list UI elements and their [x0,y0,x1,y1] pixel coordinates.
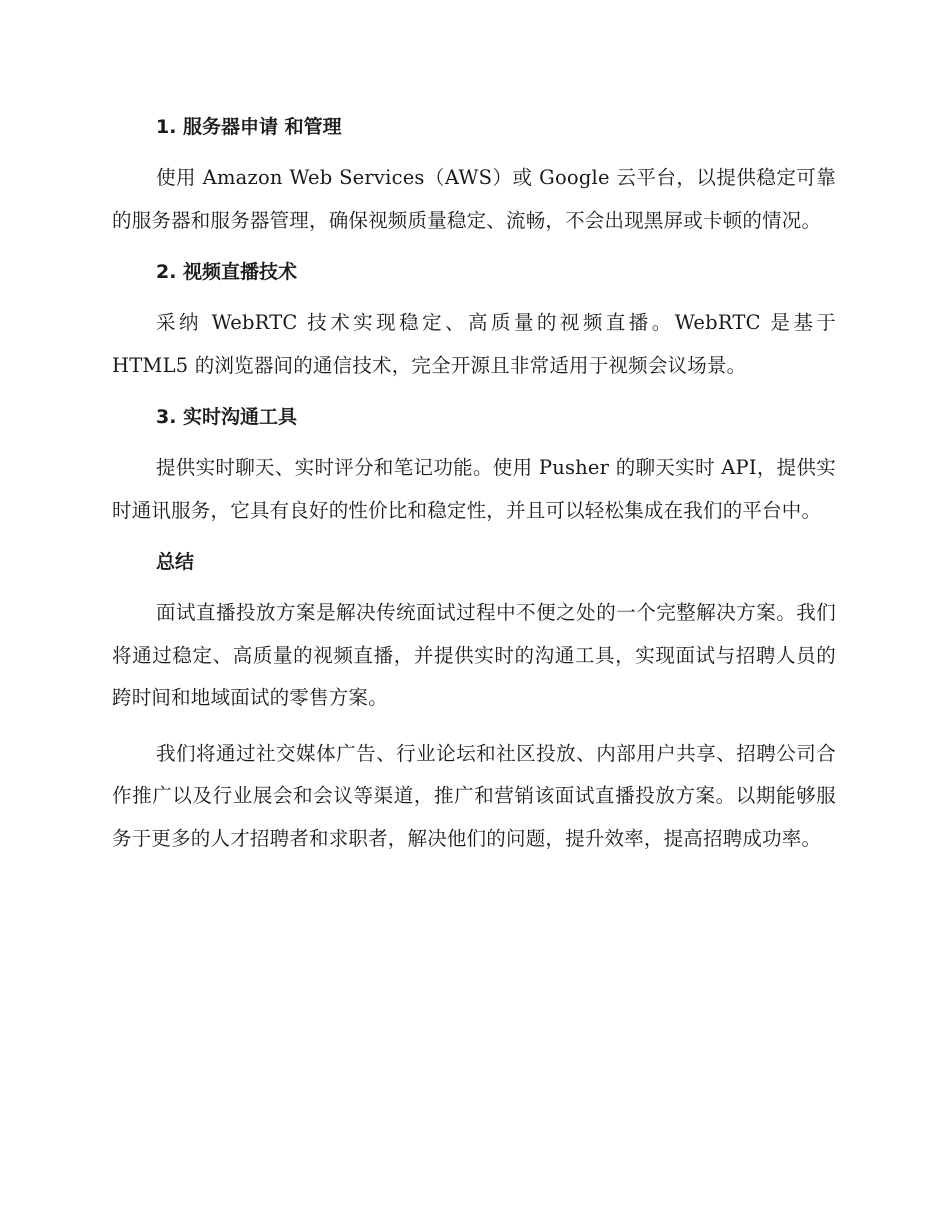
section-paragraph-server: 使用 Amazon Web Services（AWS）或 Google 云平台，以提供稳定可靠的服务器和服务器管理，确保视频质量稳定、流畅，不会出现黑屏或卡顿的情况。 [112,166,836,232]
section-heading-summary: 总结 [156,551,195,573]
section-paragraph-video: 采纳 WebRTC 技术实现稳定、高质量的视频直播。WebRTC 是基于 HTML5 的浏览器间的通信技术，完全开源且非常适用于视频会议场景。 [112,311,836,377]
section-heading-communication: 3. 实时沟通工具 [156,406,298,428]
section-heading-server: 1. 服务器申请 和管理 [156,116,342,138]
section-heading-video: 2. 视频直播技术 [156,261,298,283]
section-paragraph-communication: 提供实时聊天、实时评分和笔记功能。使用 Pusher 的聊天实时 API，提供实时通讯服务，它具有良好的性价比和稳定性，并且可以轻松集成在我们的平台中。 [112,456,836,522]
summary-paragraph-1: 面试直播投放方案是解决传统面试过程中不便之处的一个完整解决方案。我们将通过稳定、高质量的视频直播，并提供实时的沟通工具，实现面试与招聘人员的跨时间和地域面试的零售方案。 [112,601,836,709]
summary-paragraph-2: 我们将通过社交媒体广告、行业论坛和社区投放、内部用户共享、招聘公司合作推广以及行业展会和会议等渠道，推广和营销该面试直播投放方案。以期能够服务于更多的人才招聘者和求职者，解决他们的问题，提升效率，提高招聘成功率。 [112,741,836,850]
document-page [112,110,836,860]
